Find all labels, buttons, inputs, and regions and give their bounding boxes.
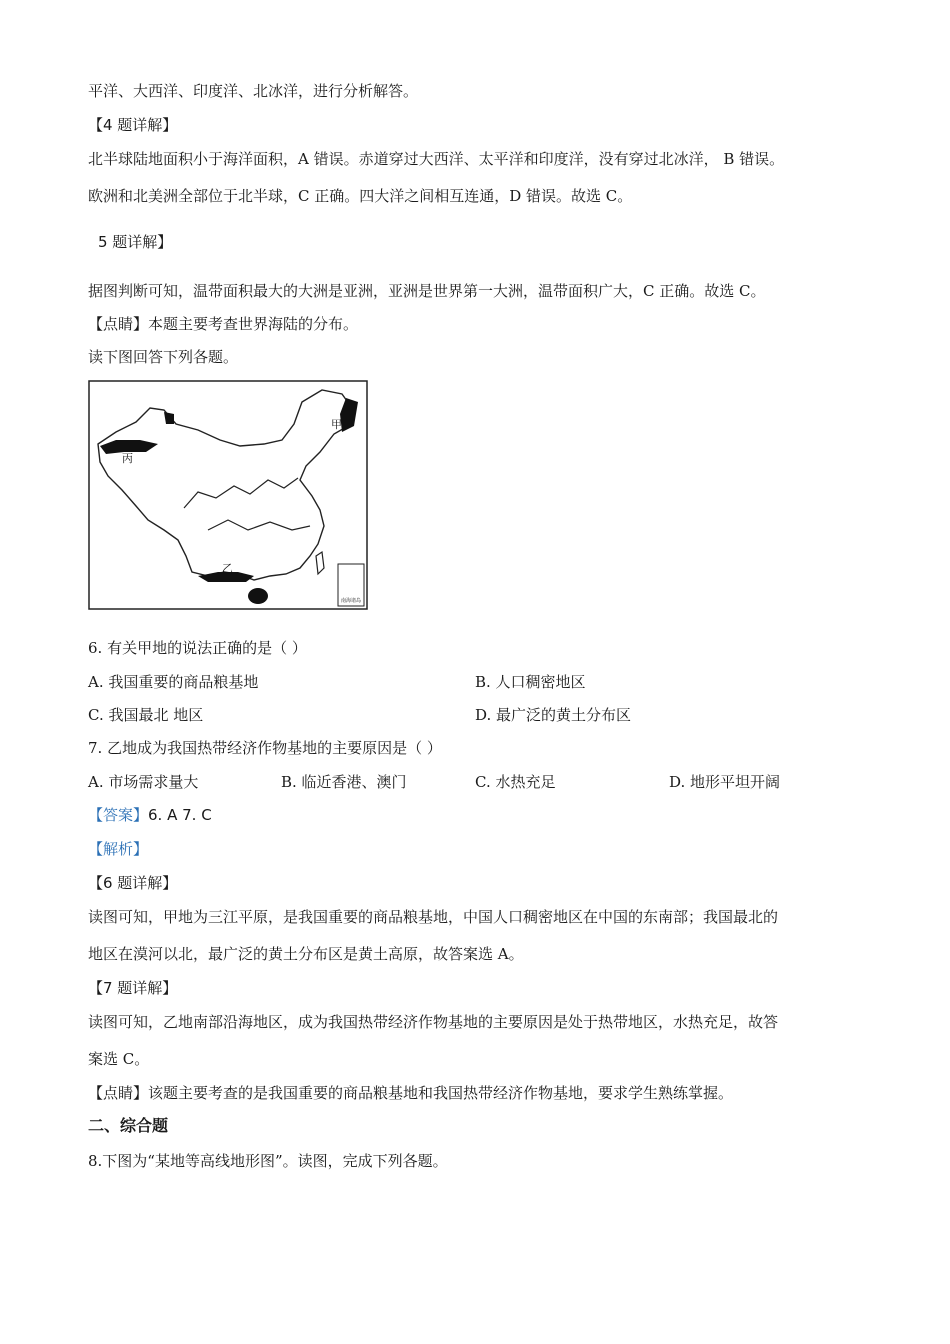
text-line: 据图判断可知，温带面积最大的大洲是亚洲，亚洲是世界第一大洲，温带面积广大，C 正确。故选 C。 xyxy=(88,282,766,300)
q6-option-b: B. 人口稠密地区 xyxy=(475,673,586,691)
answer-line xyxy=(88,805,212,825)
detail-7-text: 读图可知，乙地南部沿海地区，成为我国热带经济作物基地的主要原因是处于热带地区，水热充足，故答 xyxy=(88,1013,779,1031)
detail-6-heading: 【6 题详解】 xyxy=(88,874,178,892)
answer-tag: 【答案】 xyxy=(88,806,149,824)
q7-option-d: D. 地形平坦开阔 xyxy=(669,773,781,791)
q6-option-c: C. 我国最北 地区 xyxy=(88,706,204,724)
china-map-svg xyxy=(88,380,368,610)
hainan-island xyxy=(248,588,268,604)
question-8-stem: 8.下图为“某地等高线地形图”。读图，完成下列各题。 xyxy=(88,1152,448,1170)
q7-option-c: C. 水热充足 xyxy=(475,773,556,791)
detail-6-text: 地区在漠河以北，最广泛的黄土分布区是黄土高原，故答案选 A。 xyxy=(88,945,524,963)
detail-6-text: 读图可知，甲地为三江平原，是我国重要的商品粮基地，中国人口稠密地区在中国的东南部；我国最北的 xyxy=(88,908,779,926)
analysis-tag: 【解析】 xyxy=(88,840,149,858)
detail-7-heading: 【7 题详解】 xyxy=(88,979,178,997)
china-map-figure xyxy=(88,380,368,610)
section-2-heading: 二、综合题 xyxy=(88,1116,169,1135)
question-6-stem: 6. 有关甲地的说法正确的是（ ） xyxy=(88,639,307,657)
label-bing: 丙 xyxy=(122,452,133,465)
note-line: 【点睛】本题主要考查世界海陆的分布。 xyxy=(88,315,359,333)
text-line: 欧洲和北美洲全部位于北半球，C 正确。四大洋之间相互连通，D 错误。故选 C。 xyxy=(88,187,633,205)
note-line: 【点睛】该题主要考查的是我国重要的商品粮基地和我国热带经济作物基地，要求学生熟练掌握。 xyxy=(88,1084,734,1102)
q7-option-b: B. 临近香港、澳门 xyxy=(281,773,407,791)
text-line: 北半球陆地面积小于海洋面积，A 错误。赤道穿过大西洋、太平洋和印度洋，没有穿过北冰洋， B 错误。 xyxy=(88,150,785,168)
q6-option-d: D. 最广泛的黄土分布区 xyxy=(475,706,632,724)
inset-caption: 南海诸岛 xyxy=(340,598,362,604)
detail-7-text: 案选 C。 xyxy=(88,1050,150,1068)
instruction-line: 读下图回答下列各题。 xyxy=(88,348,239,366)
section-heading-q5: 5 题详解】 xyxy=(98,233,173,251)
question-7-stem: 7. 乙地成为我国热带经济作物基地的主要原因是（ ） xyxy=(88,739,442,757)
section-heading-q4: 【4 题详解】 xyxy=(88,116,178,134)
answer-text: 6. A 7. C xyxy=(148,806,212,824)
q6-option-a: A. 我国重要的商品粮基地 xyxy=(88,673,259,691)
text-line: 平洋、大西洋、印度洋、北冰洋，进行分析解答。 xyxy=(88,82,419,100)
label-yi: 乙 xyxy=(222,562,233,575)
q7-option-a: A. 市场需求量大 xyxy=(88,773,199,791)
label-jia: 甲 xyxy=(331,418,342,431)
